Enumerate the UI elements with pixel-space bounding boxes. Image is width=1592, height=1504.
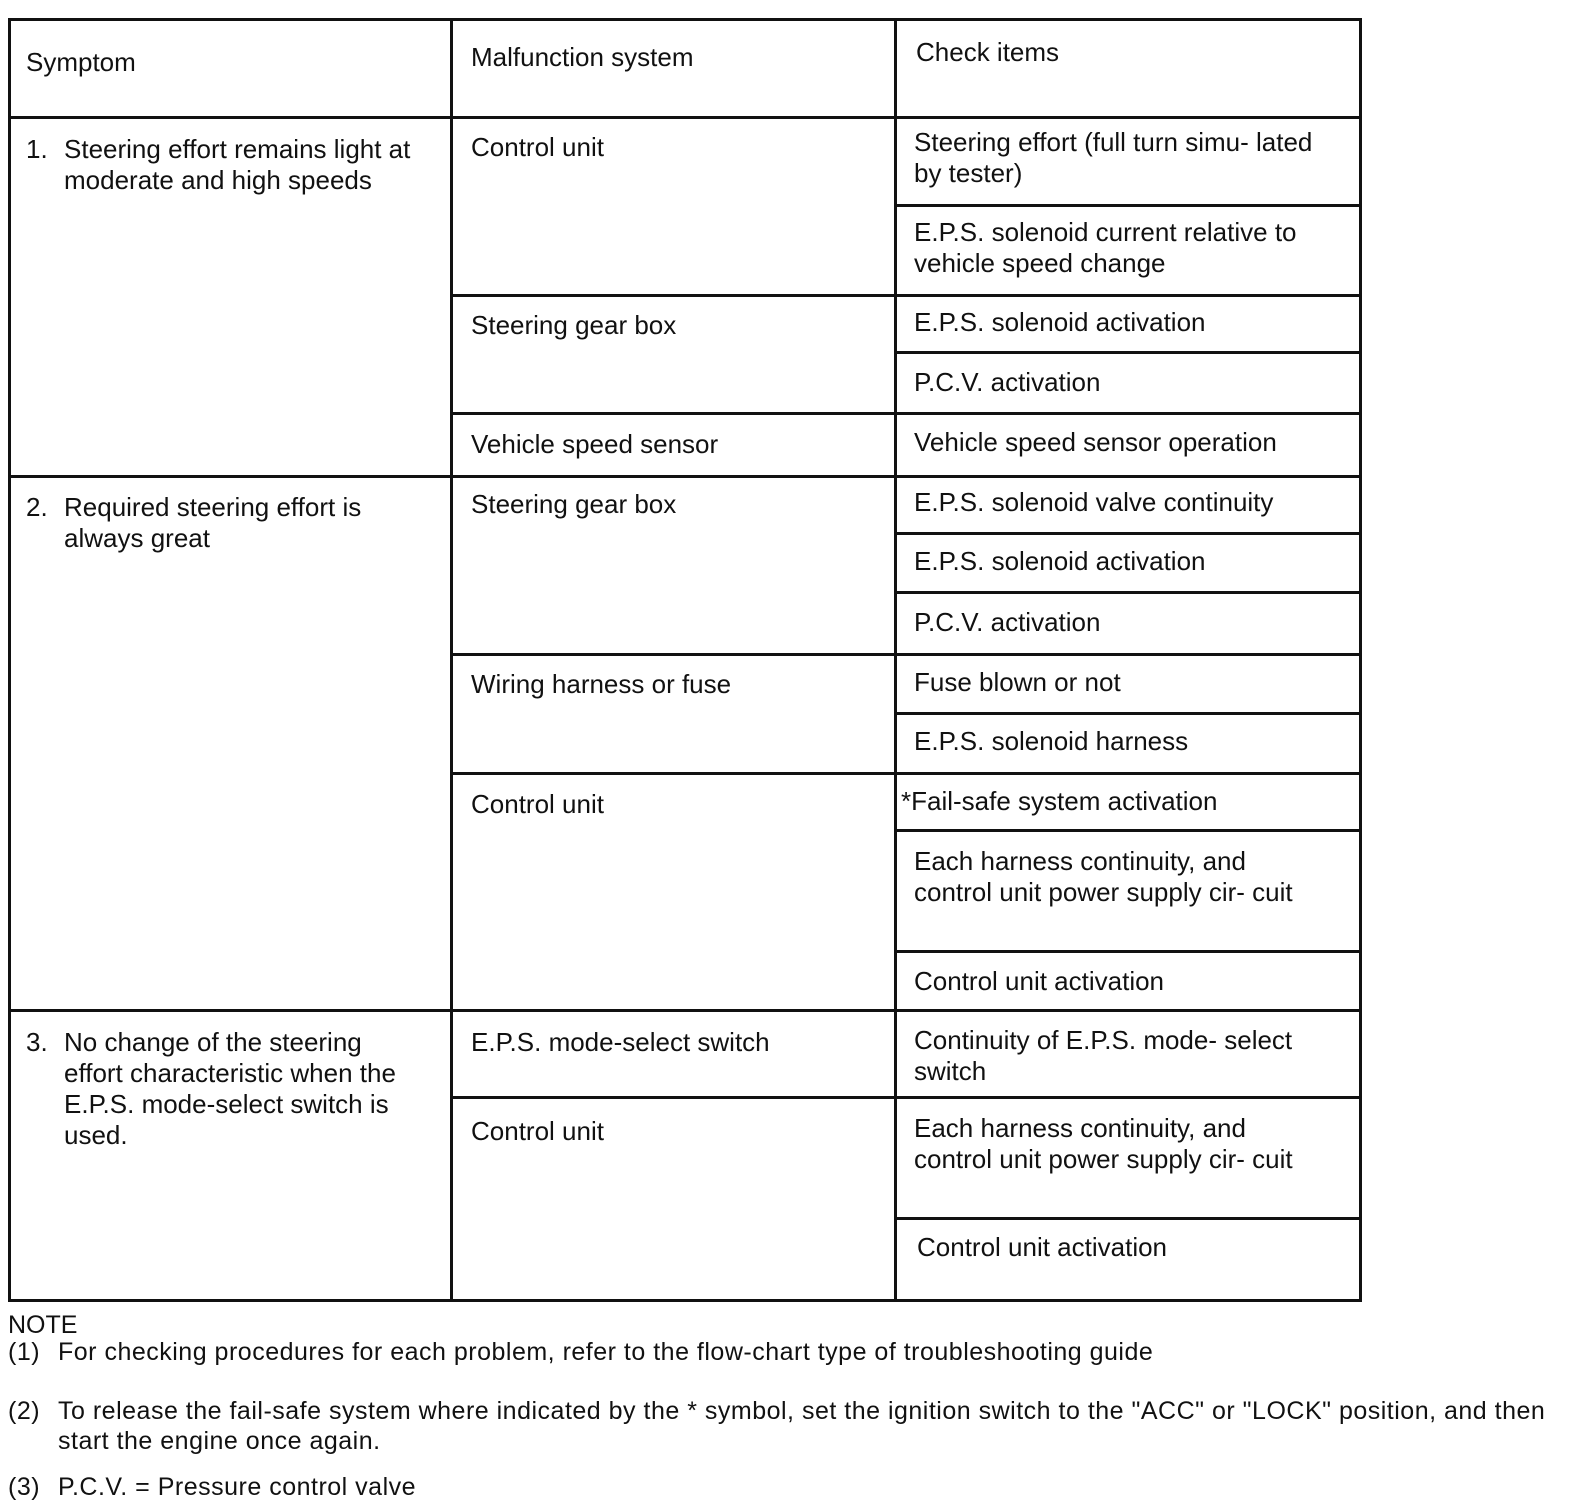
row-divider — [894, 950, 1359, 953]
note-item-1 — [8, 1337, 1578, 1367]
note-number: (3) — [8, 1473, 41, 1501]
symptom-text: No change of the steering effort characteristic when the E.P.S. mode-select switch is used. — [64, 1027, 396, 1150]
header-malfunction-system: Malfunction system — [471, 42, 694, 72]
note-item-3 — [8, 1472, 1578, 1502]
row-divider — [894, 591, 1359, 594]
row-divider — [450, 412, 1359, 415]
note-text: P.C.V. = Pressure control valve — [58, 1473, 417, 1501]
system-cell: Steering gear box — [471, 310, 677, 340]
check-item: P.C.V. activation — [914, 367, 1101, 397]
row-divider — [11, 475, 1359, 478]
column-divider — [894, 21, 897, 1299]
check-item: Fuse blown or not — [914, 667, 1121, 697]
troubleshooting-table — [8, 18, 1362, 1302]
check-item: Each harness continuity, and control unit power supply cir- cuit — [914, 1113, 1293, 1174]
system-cell: Control unit — [471, 132, 604, 162]
row-divider — [894, 712, 1359, 715]
check-item: *Fail-safe system activation — [901, 786, 1218, 816]
symptom-number: 3. — [26, 1027, 48, 1057]
note-title: NOTE — [8, 1311, 78, 1339]
check-item: E.P.S. solenoid current relative to vehicle speed change — [914, 217, 1297, 278]
column-divider — [450, 21, 453, 1299]
check-item: Control unit activation — [917, 1232, 1168, 1262]
check-item: Continuity of E.P.S. mode- select switch — [914, 1025, 1293, 1086]
symptom-3 — [26, 1027, 436, 1151]
check-item: E.P.S. solenoid valve continuity — [914, 487, 1274, 517]
note-text: For checking procedures for each problem, refer to the flow-chart type of troubleshooting guide — [58, 1338, 1154, 1366]
row-divider — [894, 829, 1359, 832]
row-divider — [11, 116, 1359, 119]
header-check-items: Check items — [916, 37, 1060, 67]
row-divider — [894, 532, 1359, 535]
system-cell: Wiring harness or fuse — [471, 669, 732, 699]
symptom-2 — [26, 492, 436, 554]
system-cell: Vehicle speed sensor — [471, 429, 719, 459]
system-cell: Steering gear box — [471, 489, 677, 519]
note-item-2 — [8, 1396, 1578, 1456]
row-divider — [450, 653, 1359, 656]
note-number: (2) — [8, 1397, 41, 1425]
symptom-1 — [26, 134, 436, 196]
check-item: Each harness continuity, and control unit power supply cir- cuit — [914, 846, 1293, 907]
check-item: Control unit activation — [914, 966, 1165, 996]
check-item: P.C.V. activation — [914, 607, 1101, 637]
system-cell: Control unit — [471, 789, 604, 819]
header-symptom: Symptom — [26, 47, 136, 77]
row-divider — [894, 1217, 1359, 1220]
system-cell: Control unit — [471, 1116, 604, 1146]
symptom-text: Steering effort remains light at moderate and high speeds — [64, 134, 411, 195]
check-item: E.P.S. solenoid harness — [914, 726, 1189, 756]
row-divider — [450, 772, 1359, 775]
symptom-number: 1. — [26, 134, 48, 164]
symptom-text: Required steering effort is always great — [64, 492, 362, 553]
note-text: To release the fail-safe system where indicated by the * symbol, set the ignition switch to the "ACC" or "LOCK" position, and then start the engine once again. — [58, 1397, 1546, 1455]
check-item: E.P.S. solenoid activation — [914, 546, 1206, 576]
row-divider — [450, 1096, 1359, 1099]
row-divider — [450, 294, 1359, 297]
symptom-number: 2. — [26, 492, 48, 522]
check-item: E.P.S. solenoid activation — [914, 307, 1206, 337]
row-divider — [11, 1009, 1359, 1012]
system-cell: E.P.S. mode-select switch — [471, 1027, 770, 1057]
note-number: (1) — [8, 1338, 41, 1366]
row-divider — [894, 351, 1359, 354]
check-item: Vehicle speed sensor operation — [914, 427, 1277, 457]
row-divider — [894, 204, 1359, 207]
check-item: Steering effort (full turn simu- lated by tester) — [914, 127, 1313, 188]
